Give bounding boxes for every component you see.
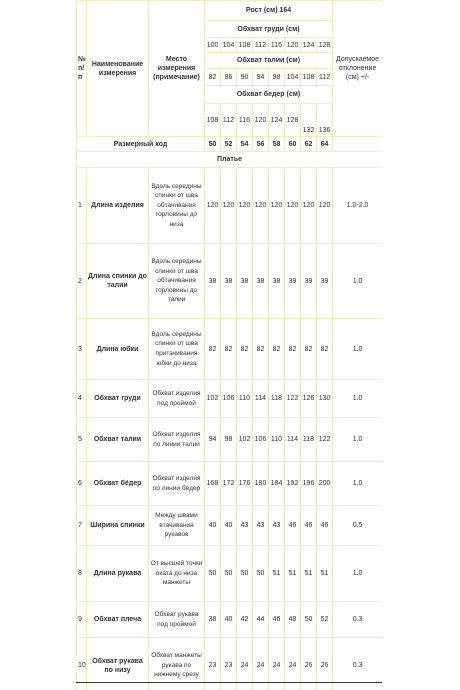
measurement-value: 42	[237, 602, 253, 638]
section-row	[77, 152, 383, 168]
bottom-rule	[76, 682, 382, 683]
hips-size-value: 128	[285, 104, 301, 137]
measurement-value: 50	[221, 546, 237, 602]
measurement-value: 120	[237, 168, 253, 244]
measurement-value: 51	[301, 546, 317, 602]
hips-size-value: 120	[253, 104, 269, 137]
size-code-value: 50	[205, 137, 221, 152]
measurement-value: 23	[221, 638, 237, 690]
measurement-value: 40	[205, 506, 221, 546]
table-row	[77, 380, 383, 418]
measurement-value: 82	[269, 319, 285, 380]
measurement-value: 102	[237, 418, 253, 462]
measurement-value: 184	[269, 462, 285, 506]
measurement-name: Обхват рукава по низу	[87, 638, 149, 690]
measurement-value: 120	[221, 168, 237, 244]
measurement-value: 130	[317, 380, 333, 418]
measurement-value: 24	[237, 638, 253, 690]
measurement-value: 118	[269, 380, 285, 418]
chest-size-value: 104	[221, 38, 237, 53]
row-number: 9	[77, 602, 87, 638]
hips-size-value: 112	[221, 104, 237, 137]
measurement-value: 50	[301, 602, 317, 638]
measurement-value: 98	[221, 418, 237, 462]
size-table-viewport	[76, 0, 382, 690]
measurement-value: 24	[285, 638, 301, 690]
row-number: 1	[77, 168, 87, 244]
size-code-value: 64	[317, 137, 333, 152]
measurement-value: 51	[269, 546, 285, 602]
measurement-value: 82	[301, 319, 317, 380]
measurement-place: Обхват манжеты рукава по нижнему срезу	[149, 638, 205, 690]
measurement-value: 51	[285, 546, 301, 602]
measurement-place: Вдоль середины спинки от шва обтачивания горловины до талии	[149, 244, 205, 319]
measurement-value: 196	[301, 462, 317, 506]
size-code-value: 62	[301, 137, 317, 152]
measurement-value: 200	[317, 462, 333, 506]
hips-size-value: 116	[237, 104, 253, 137]
size-code-value: 54	[237, 137, 253, 152]
measurement-value: 82	[205, 319, 221, 380]
measurement-place: Обхват изделия по линии талии	[149, 418, 205, 462]
measurement-value: 39	[285, 244, 301, 319]
chest-size-value: 128	[317, 38, 333, 53]
row-number: 3	[77, 319, 87, 380]
measurement-value: 38	[205, 244, 221, 319]
measurement-value: 120	[301, 168, 317, 244]
measurement-value: 120	[269, 168, 285, 244]
row-number: 10	[77, 638, 87, 690]
measurement-value: 118	[301, 418, 317, 462]
tolerance-value: 0,5	[333, 506, 382, 546]
measurement-value: 82	[221, 319, 237, 380]
row-number: 6	[77, 462, 87, 506]
measurement-value: 176	[237, 462, 253, 506]
size-code-value: 56	[253, 137, 269, 152]
measurement-value: 26	[301, 638, 317, 690]
measurement-value: 192	[285, 462, 301, 506]
measurement-value: 120	[253, 168, 269, 244]
measurement-value: 114	[285, 418, 301, 462]
waist-size-value: 98	[269, 69, 285, 86]
table-row	[77, 462, 383, 506]
waist-header: Обхват талии (см)	[205, 53, 333, 69]
measurement-value: 40	[221, 602, 237, 638]
table-row	[77, 418, 383, 462]
measurement-value: 82	[317, 319, 333, 380]
measurement-value: 51	[317, 546, 333, 602]
measurement-value: 43	[269, 506, 285, 546]
measurement-value: 50	[237, 546, 253, 602]
measurement-value: 110	[237, 380, 253, 418]
waist-size-value: 112	[317, 69, 333, 86]
row-number: 2	[77, 244, 87, 319]
measurement-value: 46	[317, 506, 333, 546]
measurement-value: 110	[269, 418, 285, 462]
measurement-value: 114	[253, 380, 269, 418]
chest-size-value: 100	[205, 38, 221, 53]
measurement-value: 39	[301, 244, 317, 319]
hips-size-value: 136	[317, 125, 333, 137]
row-number: 5	[77, 418, 87, 462]
waist-size-value: 108	[301, 69, 317, 86]
size-code-value: 52	[221, 137, 237, 152]
measurement-value: 38	[221, 244, 237, 319]
hips-size-spacer	[317, 104, 333, 125]
size-code-label: Размерный код	[77, 137, 205, 152]
chest-size-value: 108	[237, 38, 253, 53]
table-row	[77, 602, 383, 638]
waist-size-value: 94	[253, 69, 269, 86]
measurement-value: 46	[285, 506, 301, 546]
measurement-value: 44	[253, 602, 269, 638]
measurement-place: Обхват изделия под проймой	[149, 380, 205, 418]
measurement-value: 46	[269, 602, 285, 638]
measurement-place: Вдоль середины спинки от шва обтачивания горловины до низа	[149, 168, 205, 244]
table-row	[77, 546, 383, 602]
measurement-value: 82	[237, 319, 253, 380]
col-header-tolerance: Допускаемое отклонение (см) +/-	[333, 1, 382, 137]
header-row-height	[77, 1, 383, 21]
measurement-value: 120	[317, 168, 333, 244]
measurement-value: 43	[237, 506, 253, 546]
table-row	[77, 506, 383, 546]
row-number: 8	[77, 546, 87, 602]
measurement-value: 180	[253, 462, 269, 506]
measurement-value: 40	[221, 506, 237, 546]
tolerance-value: 1.0	[333, 380, 382, 418]
waist-size-value: 82	[205, 69, 221, 86]
measurement-value: 48	[285, 602, 301, 638]
tolerance-value: 1.0	[333, 244, 382, 319]
row-number: 7	[77, 506, 87, 546]
tolerance-value: 0.3	[333, 602, 382, 638]
tolerance-value: 1.0	[333, 418, 382, 462]
col-header-place: Место измерения (примечание)	[149, 1, 205, 137]
measurement-value: 24	[269, 638, 285, 690]
chest-size-value: 116	[269, 38, 285, 53]
measurement-name: Обхват груди	[87, 380, 149, 418]
measurement-name: Длина юбки	[87, 319, 149, 380]
hips-size-spacer	[301, 104, 317, 125]
chest-size-value: 124	[301, 38, 317, 53]
measurement-place: Обхват рукава под проймой	[149, 602, 205, 638]
section-title: Платье	[77, 152, 383, 168]
measurement-value: 24	[253, 638, 269, 690]
tolerance-value: 0.3	[333, 638, 382, 690]
measurement-value: 39	[317, 244, 333, 319]
measurement-value: 106	[253, 418, 269, 462]
measurement-value: 122	[285, 380, 301, 418]
chest-header: Обхват груди (см)	[205, 21, 333, 38]
measurement-place: От высшей точки оката до низа манжеты	[149, 546, 205, 602]
measurement-name: Длина спинки до талии	[87, 244, 149, 319]
measurement-value: 126	[301, 380, 317, 418]
waist-size-value: 104	[285, 69, 301, 86]
measurement-value: 122	[317, 418, 333, 462]
measurement-name: Длина изделия	[87, 168, 149, 244]
measurement-value: 38	[269, 244, 285, 319]
tolerance-value: 1.0	[333, 319, 382, 380]
table-row	[77, 319, 383, 380]
measurement-value: 52	[317, 602, 333, 638]
tolerance-value: 1.0	[333, 462, 382, 506]
measurement-name: Ширина спинки	[87, 506, 149, 546]
measurement-value: 43	[253, 506, 269, 546]
measurement-value: 82	[253, 319, 269, 380]
measurement-value: 102	[205, 380, 221, 418]
chest-size-value: 120	[285, 38, 301, 53]
tolerance-value: 1.0-2.0	[333, 168, 382, 244]
col-header-number: № п/п	[77, 1, 87, 137]
hips-size-value: 132	[301, 125, 317, 137]
measurement-place: Обхват изделия по линии бёдер	[149, 462, 205, 506]
measurement-name: Обхват талии	[87, 418, 149, 462]
measurement-value: 38	[237, 244, 253, 319]
hips-size-value: 108	[205, 104, 221, 137]
tolerance-value: 1.0	[333, 546, 382, 602]
hips-size-value: 124	[269, 104, 285, 137]
measurement-value: 120	[205, 168, 221, 244]
measurement-value: 172	[221, 462, 237, 506]
measurement-value: 120	[285, 168, 301, 244]
waist-size-value: 90	[237, 69, 253, 86]
size-code-tolerance	[333, 137, 382, 152]
col-header-name: Наименование измерения	[87, 1, 149, 137]
measurement-place: Вдоль середины спинки от шва притачивания юбки до низа	[149, 319, 205, 380]
measurement-value: 50	[205, 546, 221, 602]
measurement-value: 26	[317, 638, 333, 690]
height-header: Рост (см) 164	[205, 1, 333, 21]
measurement-value: 38	[253, 244, 269, 319]
table-row	[77, 168, 383, 244]
measurement-value: 23	[205, 638, 221, 690]
measurement-value: 106	[221, 380, 237, 418]
measurement-value: 46	[301, 506, 317, 546]
measurement-value: 38	[205, 602, 221, 638]
size-table	[76, 0, 382, 690]
row-number: 4	[77, 380, 87, 418]
measurement-place: Между швами втачивания рукавов	[149, 506, 205, 546]
chest-size-value: 112	[253, 38, 269, 53]
measurement-value: 50	[253, 546, 269, 602]
waist-size-value: 86	[221, 69, 237, 86]
measurement-name: Обхват бёдер	[87, 462, 149, 506]
size-code-value: 60	[285, 137, 301, 152]
measurement-value: 82	[285, 319, 301, 380]
hips-header: Обхват бедер (см)	[205, 86, 333, 104]
measurement-value: 168	[205, 462, 221, 506]
size-code-row	[77, 137, 383, 152]
table-row	[77, 244, 383, 319]
size-code-value: 58	[269, 137, 285, 152]
measurement-name: Обхват плеча	[87, 602, 149, 638]
measurement-name: Длина рукава	[87, 546, 149, 602]
measurement-value: 94	[205, 418, 221, 462]
